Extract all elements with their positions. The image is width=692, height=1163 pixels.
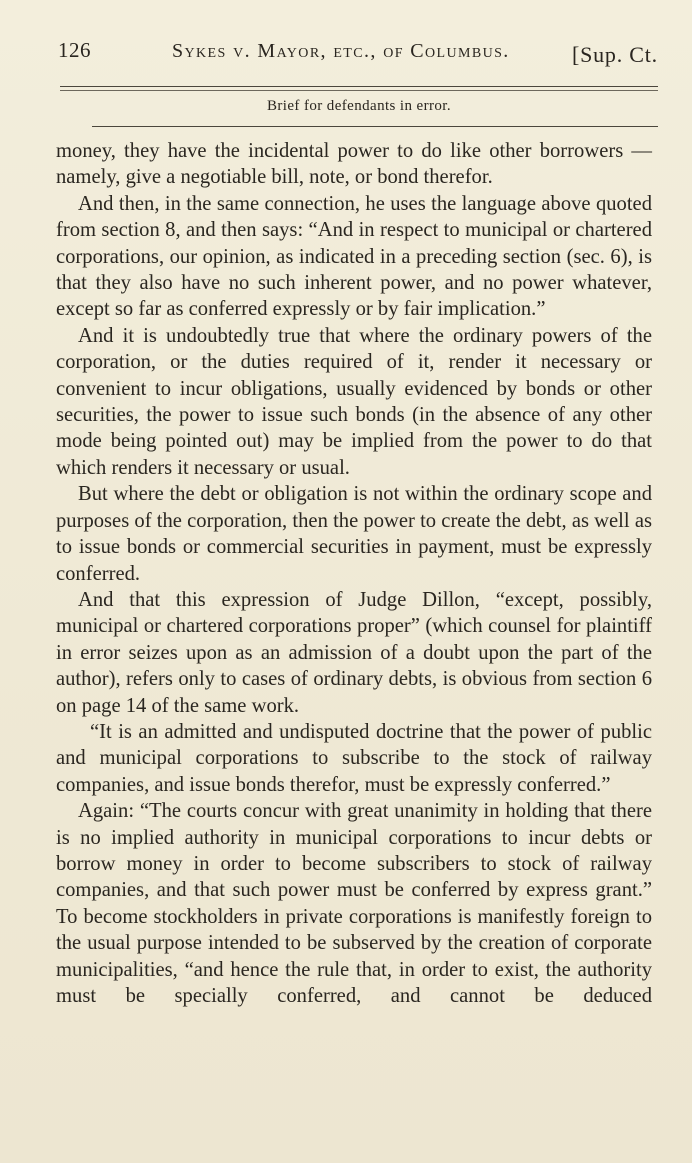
section-subhead: Brief for defendants in error. (266, 98, 452, 114)
paragraph: “It is an admitted and undisputed doctrine that the power of public and municipal corporations to subscribe to the stock of railway companies, and issue bonds therefor, must be expressly conferred.” (56, 720, 652, 796)
header-rule-double (60, 90, 658, 91)
court-label: [Sup. Ct. (571, 42, 658, 67)
paragraph: Again: “The courts concur with great unanimity in holding that there is no implied authority in municipal corporations to incur debts or borrow money in order to become subscribers to stock of railway companies, and that such power must be conferred by express grant.” To become stockholders in private corporations is manifestly foreign to the usual purpose intended to be subserved by the creation of corporate municipalities, “and hence the rule that, in order to exist, the authority must be specially conferred, and cannot be deduced (56, 800, 652, 1007)
running-title: Sykes v. Mayor, etc., of Columbus. (172, 40, 510, 62)
body-text (56, 138, 652, 1009)
paragraph: And then, in the same connection, he uses the language above quoted from section 8, and then says: “And in respect to municipal or chartered corporations, our opinion, as indicated in a preceding section (sec. 6), is that they also have no such inherent power, and no power whatever, except so far as conferred expressly or by fair implication.” (56, 192, 652, 321)
paragraph: But where the debt or obligation is not within the ordinary scope and purposes of the corporation, then the power to create the debt, as well as to issue bonds or commercial securities in payment, must be expressly conferred. (56, 483, 652, 585)
paragraph: money, they have the incidental power to do like other borrowers — namely, give a negotiable bill, note, or bond therefor. (56, 140, 652, 189)
page-header (58, 38, 664, 74)
subhead-rule (92, 126, 658, 127)
page-number: 126 (58, 38, 91, 62)
paragraph: And it is undoubtedly true that where the ordinary powers of the corporation, or the duties required of it, render it necessary or convenient to incur obligations, usually evidenced by bonds or other securities, the power to issue such bonds (in the absence of any other mode being pointed out) may be implied from the power to do that which renders it necessary or usual. (56, 324, 652, 479)
header-rule (60, 86, 658, 87)
paragraph: And that this expression of Judge Dillon, “except, possibly, municipal or chartered corporations proper” (which counsel for plaintiff in error seizes upon as an admission of a doubt upon the part of the author), refers only to cases of ordinary debts, is obvious from section 6 on page 14 of the same work. (56, 588, 652, 717)
